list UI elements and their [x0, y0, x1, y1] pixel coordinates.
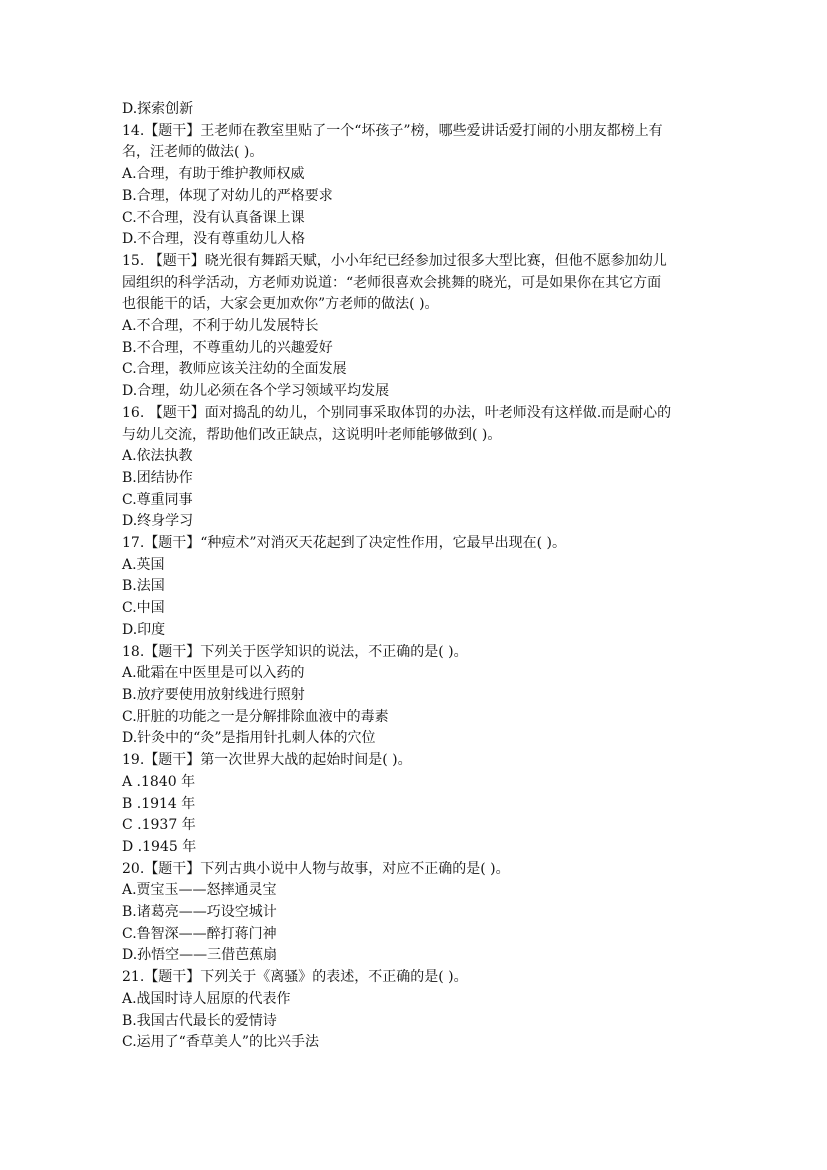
question-stem-line: 15. 【题干】晓光很有舞蹈天赋，小小年纪已经参加过很多大型比赛，但他不愿参加幼儿	[122, 252, 667, 269]
option-line: C.中国	[122, 600, 165, 617]
option-line: B.法国	[122, 578, 165, 595]
question-stem-line: 16. 【题干】面对捣乱的幼儿，个别同事采取体罚的办法，叶老师没有这样做.而是耐心的	[122, 404, 672, 421]
option-line: A.贾宝玉——怒摔通灵宝	[122, 882, 277, 899]
option-line: C.不合理，没有认真备课上课	[122, 209, 305, 226]
question-stem-line: 14.【题干】王老师在教室里贴了一个“坏孩子”榜，哪些爱讲话爱打闹的小朋友都榜上有	[122, 122, 663, 139]
option-line: C.运用了“香草美人”的比兴手法	[122, 1034, 319, 1051]
option-line: A.不合理，不利于幼儿发展特长	[122, 318, 319, 335]
question-stem-line: 园组织的科学活动，方老师劝说道：“老师很喜欢会挑舞的晓光，可是如果你在其它方面	[122, 274, 662, 291]
option-line: D .1945 年	[122, 838, 197, 855]
question-stem-line: 21.【题干】下列关于《离骚》的表述，不正确的是( )。	[122, 969, 468, 986]
question-stem-line: 与幼儿交流，帮助他们改正缺点，这说明叶老师能够做到( )。	[122, 426, 502, 443]
question-list	[122, 99, 712, 1054]
option-line: B.团结协作	[122, 469, 193, 486]
option-line: A.战国时诗人屈原的代表作	[122, 990, 291, 1007]
question-stem-line: 17.【题干】“种痘术”对消灭天花起到了决定性作用，它最早出现在( )。	[122, 535, 566, 552]
option-line: A .1840 年	[122, 773, 196, 790]
question-stem-line: 20.【题干】下列古典小说中人物与故事，对应不正确的是( )。	[122, 860, 510, 877]
option-line: C.鲁智深——醉打蒋门神	[122, 925, 277, 942]
option-line: D.孙悟空——三借芭蕉扇	[122, 947, 278, 964]
question-stem-line: 也很能干的话，大家会更加欢你”方老师的做法( )。	[122, 296, 439, 313]
option-line: A.英国	[122, 556, 165, 573]
option-line: A.砒霜在中医里是可以入药的	[122, 665, 305, 682]
option-line: B.诸葛亮——巧设空城计	[122, 904, 277, 921]
option-line: D.印度	[122, 621, 166, 638]
option-line: D.针灸中的“灸”是指用针扎刺人体的穴位	[122, 730, 376, 747]
option-line: D.合理，幼儿必须在各个学习领域平均发展	[122, 383, 390, 400]
question-stem-line: 18.【题干】下列关于医学知识的说法，不正确的是( )。	[122, 643, 468, 660]
option-line: D.终身学习	[122, 513, 194, 530]
option-line: B.不合理，不尊重幼儿的兴趣爱好	[122, 339, 333, 356]
option-line: C.合理，教师应该关注幼的全面发展	[122, 361, 347, 378]
option-line: C.肝脏的功能之一是分解排除血液中的毒素	[122, 708, 389, 725]
option-line: A.依法执教	[122, 448, 193, 465]
option-line: B .1914 年	[122, 795, 196, 812]
question-stem-line: 名，汪老师的做法( )。	[122, 144, 264, 161]
option-line: B.放疗要使用放射线进行照射	[122, 686, 305, 703]
question-stem-line: 19.【题干】第一次世界大战的起始时间是( )。	[122, 752, 412, 769]
option-line: C .1937 年	[122, 817, 196, 834]
option-line: A.合理，有助于维护教师权威	[122, 166, 305, 183]
option-line: B.我国古代最长的爱情诗	[122, 1012, 277, 1029]
option-line: D.不合理，没有尊重幼儿人格	[122, 231, 306, 248]
option-line: D.探索创新	[122, 101, 194, 117]
option-line: B.合理，体现了对幼儿的严格要求	[122, 187, 333, 204]
option-line: C.尊重同事	[122, 491, 193, 508]
